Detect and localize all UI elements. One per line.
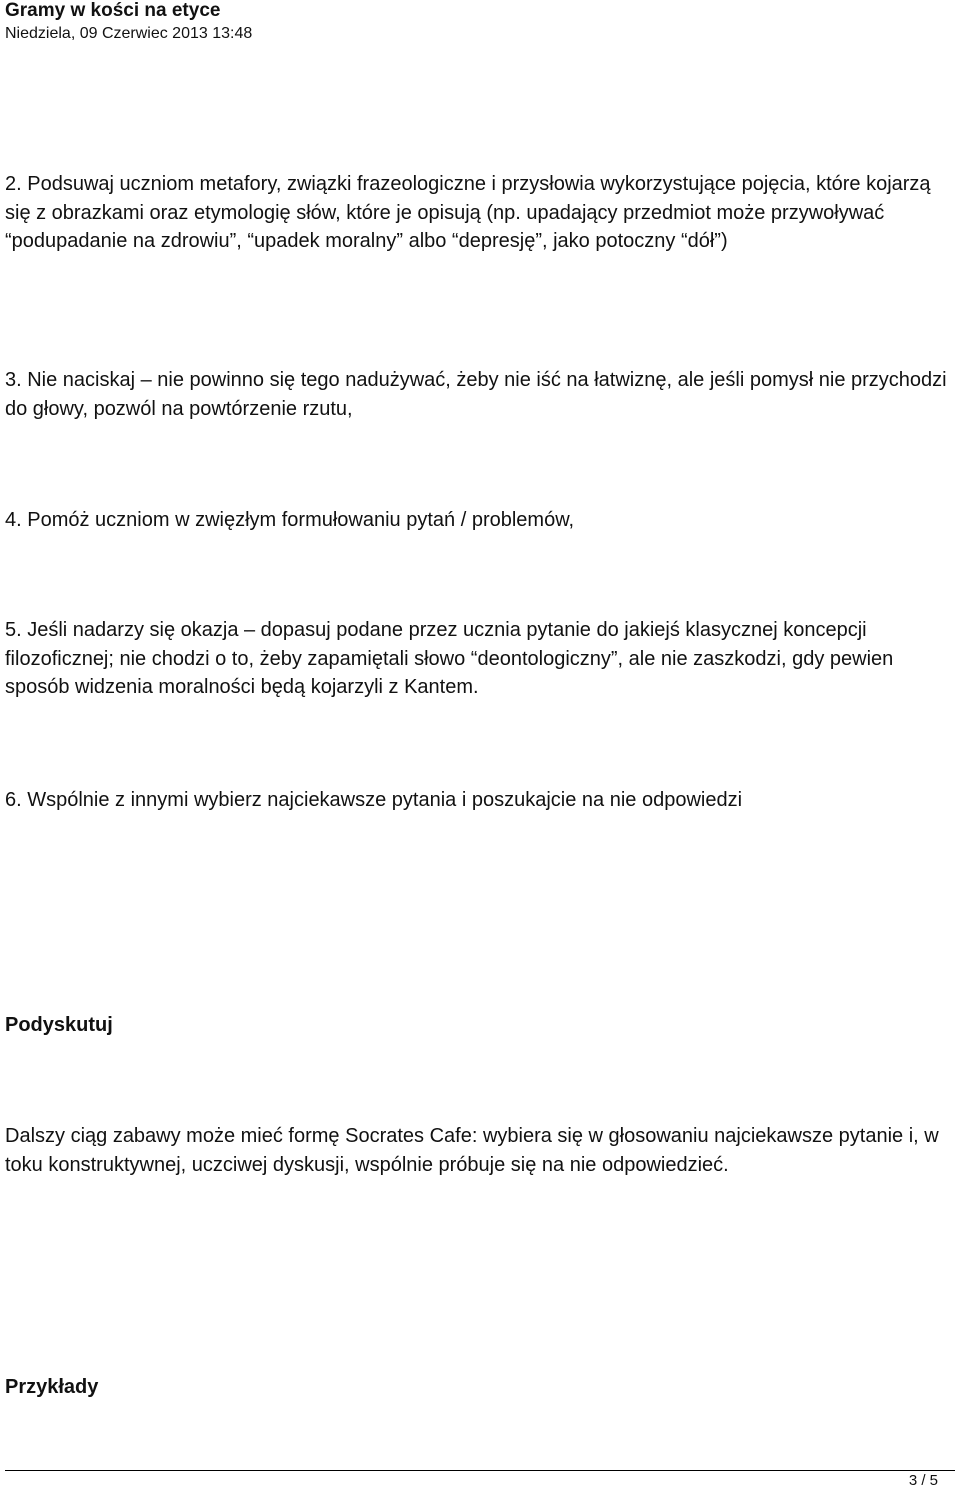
section-heading-examples: Przykłady: [5, 1376, 99, 1398]
discuss-paragraph: Dalszy ciąg zabawy może mieć formę Socrates Cafe: wybiera się w głosowaniu najciekawsze pytanie i, w toku konstruktywnej, uczciwej dyskusji, wspólnie próbuje się na nie odpowiedzieć.: [5, 1125, 939, 1176]
list-item-4: 4. Pomóż uczniom w zwięzłym formułowaniu pytań / problemów,: [5, 509, 575, 531]
page-number: 3 / 5: [908, 1472, 938, 1489]
list-item-6: 6. Wspólnie z innymi wybierz najciekawsze pytania i poszukajcie na nie odpowiedzi: [5, 789, 743, 811]
list-item-3: 3. Nie naciskaj – nie powinno się tego nadużywać, żeby nie iść na łatwiznę, ale jeśli pomysł nie przychodzi do głowy, pozwól na powtórzenie rzutu,: [5, 369, 947, 420]
footer-divider: [5, 1470, 955, 1471]
page-date: Niedziela, 09 Czerwiec 2013 13:48: [5, 25, 253, 42]
page-title: Gramy w kości na etyce: [5, 0, 221, 21]
list-item-5: 5. Jeśli nadarzy się okazja – dopasuj podane przez ucznia pytanie do jakiejś klasycznej koncepcji filozoficznej; nie chodzi o to, żeby zapamiętali słowo “deontologiczny”, ale nie zaszkodzi, gdy pewien sposób widzenia moralności będą kojarzyli z Kantem.: [5, 619, 894, 698]
section-heading-discuss: Podyskutuj: [5, 1014, 113, 1036]
list-item-2: 2. Podsuwaj uczniom metafory, związki frazeologiczne i przysłowia wykorzystujące pojęcia, które kojarzą się z obrazkami oraz etymologię słów, które je opisują (np. upadający przedmiot może przywoływać “podupadanie na zdrowiu”, “upadek moralny” albo “depresję”, jako potoczny “dół”): [5, 173, 931, 252]
